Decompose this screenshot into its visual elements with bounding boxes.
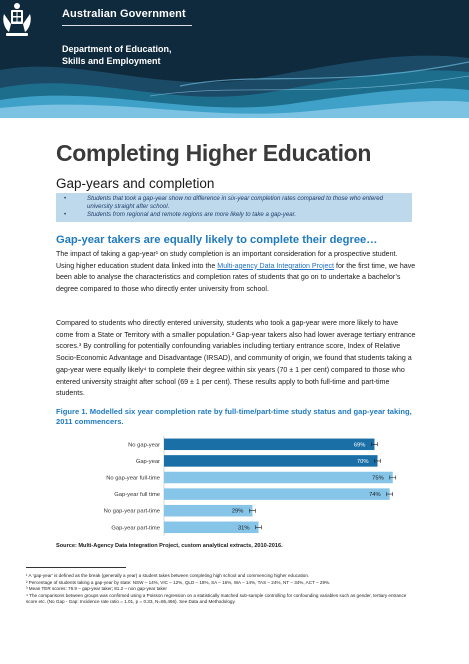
chart-bar (164, 472, 393, 484)
key-point-text: Students that took a gap-year show no difference in six-year completion rates compared to those who entered university straight after school. (87, 195, 384, 210)
chart-value-label: 74% (369, 492, 381, 499)
page-title: Completing Higher Education (56, 140, 372, 166)
coat-of-arms-icon (0, 0, 34, 40)
intro-text-a: The impact of taking a gap-year¹ on study completion is an important consideration for a prospective student. Using higher education student data linked into the (56, 250, 398, 270)
key-points-box (56, 193, 412, 222)
findings-paragraph: Compared to students who directly entered university, students who took a gap-year were more likely to have come from a State or Territory with a smaller population.² Gap-year takers also had lower average tertiary entrance scores.³ By controlling for potentially confounding variables including tertiary entrance score, Index of Relative Socio-Economic Advantage and Disadvantage (IRSAD), and community of origin, we found that students taking a gap-year were equally likely⁴ to complete their degree within six years (70 ± 1 per cent) compared to those who entered university straight after school (69 ± 1 per cent). These results apply to both full-time and part-time students. (56, 319, 416, 398)
completion-rate-bar-chart (56, 436, 416, 538)
page-subtitle: Gap-years and completion (56, 176, 215, 191)
bullet-icon: • (64, 195, 67, 202)
header-divider (62, 25, 192, 26)
chart-category-label: Gap-year part-time (111, 525, 160, 532)
footnote-divider (26, 567, 126, 568)
department-name-line-1: Department of Education, (62, 44, 172, 54)
chart-value-label: 70% (356, 458, 369, 465)
key-point (62, 211, 406, 219)
section-heading: Gap-year takers are equally likely to complete their degree… (56, 234, 378, 246)
department-name-line-2: Skills and Employment (62, 56, 161, 66)
figure-source: Source: Multi-Agency Data Integration Project, custom analytical extracts, 2010-2016. (56, 543, 283, 549)
chart-value-label: 29% (231, 508, 244, 515)
chart-value-label: 69% (353, 442, 366, 449)
intro-paragraph (56, 249, 416, 296)
footnotes (26, 573, 416, 606)
chart-bar (164, 439, 374, 451)
chart-category-label: Gap-year full time (114, 492, 160, 499)
chart-category-label: No gap-year (128, 442, 160, 449)
government-name: Australian Government (62, 8, 186, 20)
chart-category-label: No gap-year part-time (103, 508, 160, 515)
chart-value-label: 75% (372, 475, 384, 482)
madip-link[interactable]: Multi-agency Data Integration Project (217, 261, 335, 270)
footnote-4: ⁴ The comparisons between groups was confirmed using a Poisson regression on a statistically matched sub-sample controlling for confounding variables such as gender, tertiary entrance score etc. (No Gap - Gap: Incidence rate ratio = 1.01, p = 0.33, N=86,466). See Data and Methodology. (26, 592, 407, 605)
chart-bar (164, 455, 378, 467)
bullet-icon: • (64, 211, 67, 218)
key-point (62, 195, 406, 211)
intro-text-b: for the first time, we have been able to analyse the characteristics and completion rates of students that go on to undertake a bachelor’s degree compared to those who directly enter university from school. (56, 261, 416, 294)
footnote-2: ² Percentage of students taking a gap-year by state: NSW – 14%, VIC – 12%, QLD – 18%, SA – 16%, WA – 14%, TAS – 24%, NT – 34%, ACT – 29%. (26, 579, 331, 585)
chart-category-label: No gap-year full-time (106, 475, 160, 482)
chart-bar (164, 488, 390, 500)
chart-category-label: Gap-year (135, 458, 160, 465)
chart-value-label: 31% (237, 525, 250, 532)
footnote-1: ¹ A ‘gap-year’ is defined as the break (generally a year) a student takes between completing high school and commencing higher education. (26, 573, 310, 578)
key-point-text: Students from regional and remote regions are more likely to take a gap-year. (87, 211, 297, 218)
footnote-3: ³ Mean TER scores: 76.9 – gap-year taker; 81.2 – non gap-year taker (26, 586, 167, 592)
header-banner (0, 0, 469, 118)
figure-caption: Figure 1. Modelled six year completion rate by full-time/part-time study status and gap-year taking, 2011 commencers. (56, 407, 412, 426)
